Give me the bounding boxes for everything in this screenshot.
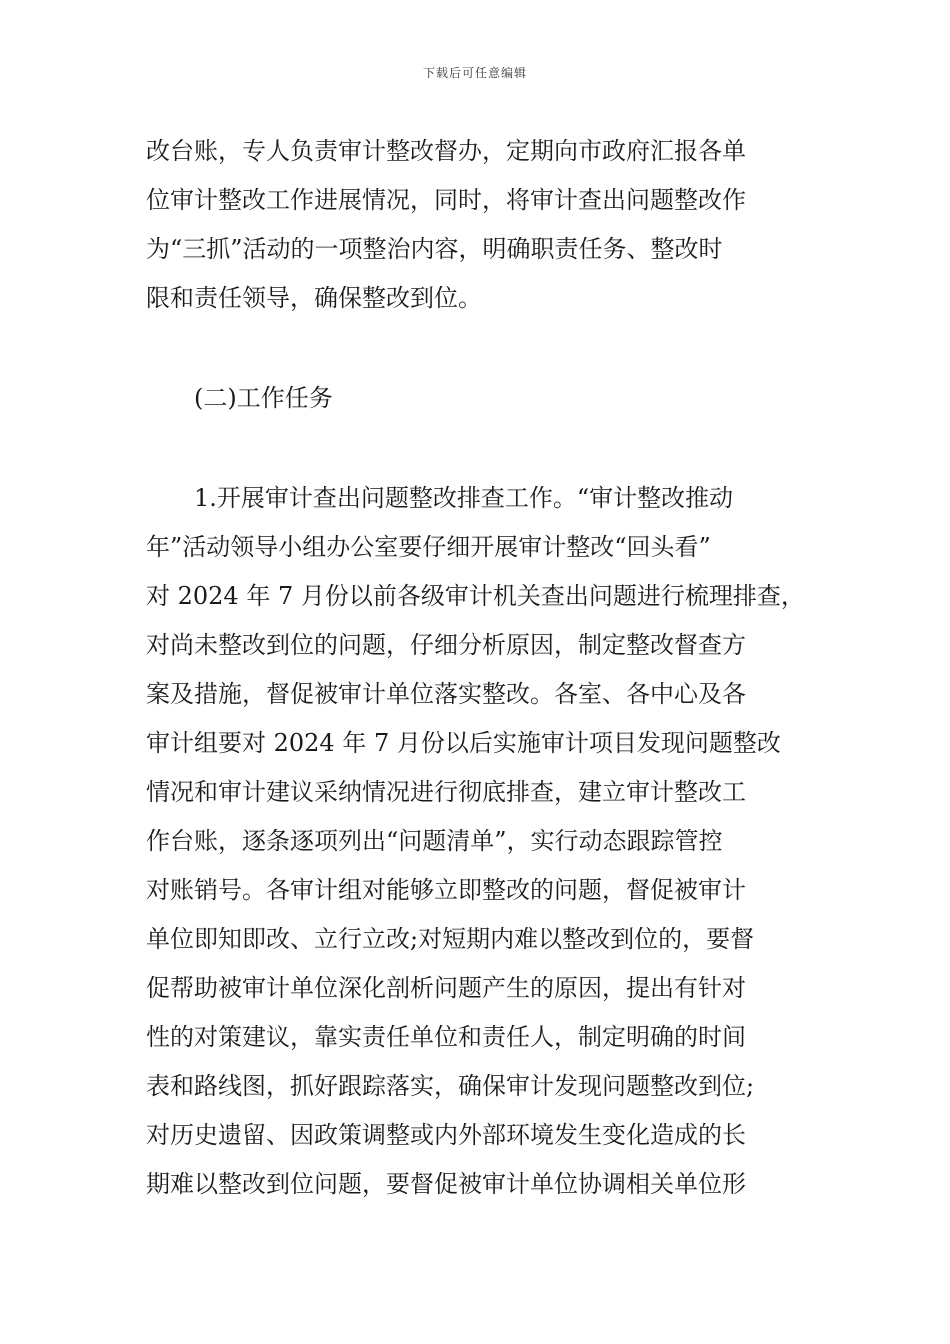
text-line: 案及措施，督促被审计单位落实整改。各室、各中心及各 bbox=[146, 680, 746, 708]
section-heading-text: (二)工作任务 bbox=[194, 384, 333, 412]
section-heading bbox=[146, 374, 818, 423]
text-line: 为“三抓”活动的一项整治内容，明确职责任务、整改时 bbox=[146, 235, 723, 263]
text-line: 改台账，专人负责审计整改督办，定期向市政府汇报各单 bbox=[146, 137, 746, 165]
text-line: 表和路线图，抓好跟踪落实，确保审计发现问题整改到位; bbox=[146, 1072, 755, 1100]
text-line: 情况和审计建议采纳情况进行彻底排查，建立审计整改工 bbox=[146, 778, 746, 806]
text-line: 性的对策建议，靠实责任单位和责任人，制定明确的时间 bbox=[146, 1023, 746, 1051]
text-line: 1.开展审计查出问题整改排查工作。“审计整改推动 bbox=[194, 484, 734, 512]
text-line: 审计组要对 2024 年 7 月份以后实施审计项目发现问题整改 bbox=[146, 729, 781, 757]
text-line: 单位即知即改、立行立改;对短期内难以整改到位的，要督 bbox=[146, 925, 755, 953]
text-line: 对 2024 年 7 月份以前各级审计机关查出问题进行梳理排查， bbox=[146, 582, 805, 610]
text-line: 对历史遗留、因政策调整或内外部环境发生变化造成的长 bbox=[146, 1121, 746, 1149]
text-line: 对尚未整改到位的问题，仔细分析原因，制定整改督查方 bbox=[146, 631, 746, 659]
text-line: 限和责任领导，确保整改到位。 bbox=[146, 284, 482, 312]
text-line: 促帮助被审计单位深化剖析问题产生的原因，提出有针对 bbox=[146, 974, 746, 1002]
text-line: 年”活动领导小组办公室要仔细开展审计整改“回头看” bbox=[146, 533, 711, 561]
text-line: 作台账，逐条逐项列出“问题清单”，实行动态跟踪管控 bbox=[146, 827, 723, 855]
text-line: 期难以整改到位问题，要督促被审计单位协调相关单位形 bbox=[146, 1170, 746, 1198]
text-line: 对账销号。各审计组对能够立即整改的问题，督促被审计 bbox=[146, 876, 746, 904]
paragraph-task-1 bbox=[146, 474, 818, 1209]
paragraph-continued bbox=[146, 127, 818, 323]
text-line: 位审计整改工作进展情况，同时，将审计查出问题整改作 bbox=[146, 186, 746, 214]
page-header: 下载后可任意编辑 bbox=[422, 66, 527, 80]
